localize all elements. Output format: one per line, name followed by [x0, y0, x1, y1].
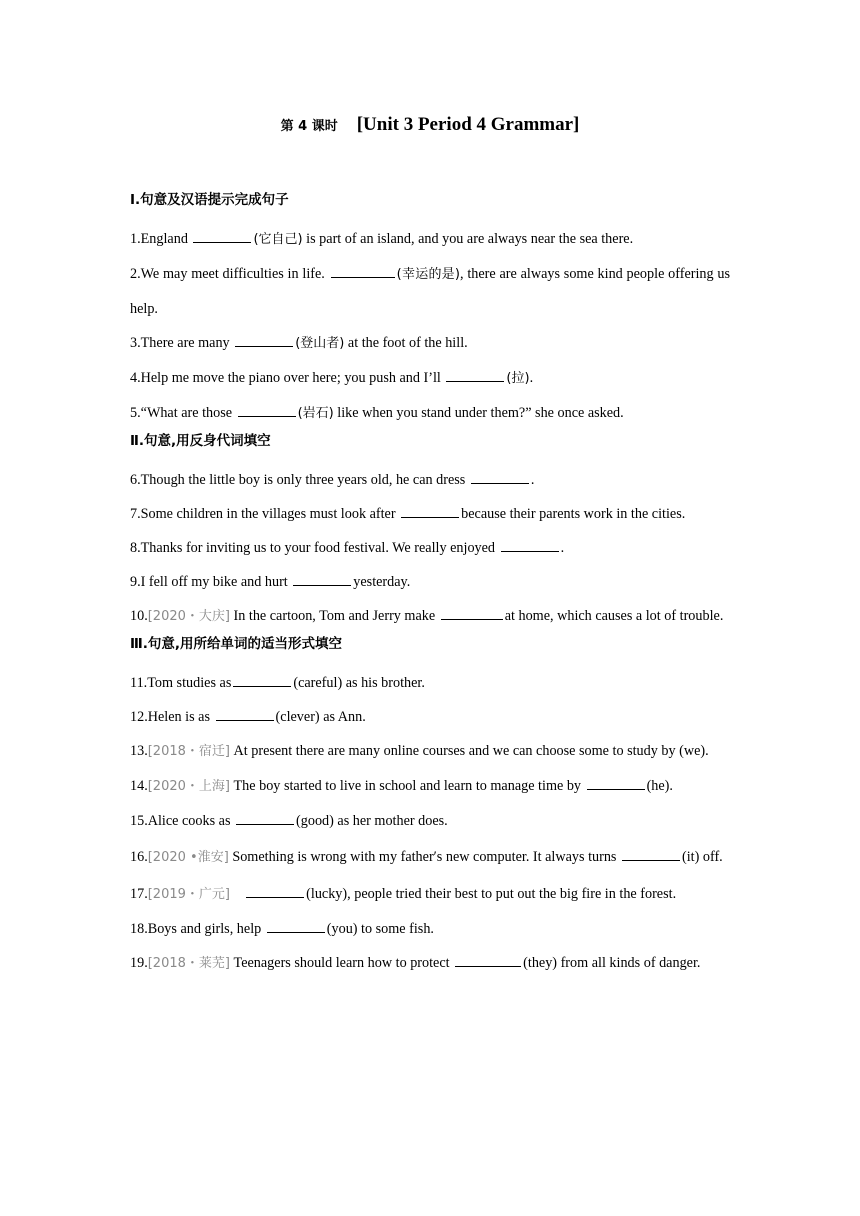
- source-tag: [2020 •淮安]: [147, 850, 229, 865]
- source-tag: [2019・广元]: [147, 887, 230, 902]
- answer-blank[interactable]: [193, 228, 251, 243]
- answer-blank[interactable]: [441, 605, 503, 620]
- answer-blank[interactable]: [471, 469, 529, 484]
- title-lesson: 第 4 课时: [280, 119, 338, 134]
- answer-blank[interactable]: [401, 503, 459, 518]
- title-unit: [Unit 3 Period 4 Grammar]: [356, 114, 580, 135]
- answer-blank[interactable]: [293, 571, 351, 586]
- page-title: [0, 114, 860, 136]
- answer-blank[interactable]: [235, 332, 293, 347]
- source-tag: [2020・大庆]: [147, 609, 230, 624]
- question-16: 16.[2020 •淮安] Something is wrong with my father′s new computer. It always turns (it) off.: [130, 838, 730, 877]
- question-3: 3.There are many (登山者) at the foot of the hill.: [130, 326, 730, 361]
- answer-blank[interactable]: [238, 402, 296, 417]
- source-tag: [2020・上海]: [147, 779, 230, 794]
- question-8: 8.Thanks for inviting us to your food festival. We really enjoyed .: [130, 531, 730, 565]
- question-10: 10.[2020・大庆] In the cartoon, Tom and Jerry make at home, which causes a lot of trouble.: [130, 599, 730, 634]
- question-2: 2.We may meet difficulties in life. (幸运的是), there are always some kind people offering us help.: [130, 257, 730, 326]
- question-14: 14.[2020・上海] The boy started to live in school and learn to manage time by (he).: [130, 769, 730, 804]
- exercise-content: [130, 188, 730, 981]
- answer-blank[interactable]: [246, 883, 304, 898]
- question-1: 1.England (它自己) is part of an island, and you are always near the sea there.: [130, 222, 730, 257]
- question-13: 13.[2018・宿迁] At present there are many online courses and we can choose some to study by (we).: [130, 743, 709, 759]
- question-19: 19.[2018・莱芜] Teenagers should learn how to protect (they) from all kinds of danger.: [130, 946, 730, 981]
- question-9: 9.I fell off my bike and hurt yesterday.: [130, 565, 730, 599]
- question-12: 12.Helen is as (clever) as Ann.: [130, 700, 730, 734]
- question-7: 7.Some children in the villages must look after because their parents work in the cities.: [130, 497, 730, 531]
- question-5: 5.“What are those (岩石) like when you stand under them?” she once asked.: [130, 396, 730, 431]
- answer-blank[interactable]: [446, 367, 504, 382]
- answer-blank[interactable]: [501, 537, 559, 552]
- question-4: 4.Help me move the piano over here; you push and I’ll (拉).: [130, 361, 730, 396]
- answer-blank[interactable]: [233, 672, 291, 687]
- source-tag: [2018・莱芜]: [147, 956, 230, 971]
- answer-blank[interactable]: [216, 706, 274, 721]
- answer-blank[interactable]: [267, 918, 325, 933]
- question-11: 11.Tom studies as (careful) as his brother.: [130, 666, 730, 700]
- question-17: 17.[2019・广元] (lucky), people tried their best to put out the big fire in the forest.: [130, 877, 730, 912]
- source-tag: [2018・宿迁]: [147, 744, 230, 759]
- answer-blank[interactable]: [236, 810, 294, 825]
- answer-blank[interactable]: [587, 775, 645, 790]
- answer-blank[interactable]: [622, 846, 680, 861]
- section-heading-1: Ⅰ.句意及汉语提示完成句子: [130, 192, 289, 208]
- question-18: 18.Boys and girls, help (you) to some fish.: [130, 912, 730, 946]
- question-15: 15.Alice cooks as (good) as her mother does.: [130, 804, 730, 838]
- section-heading-2: Ⅱ.句意,用反身代词填空: [130, 433, 271, 449]
- question-6: 6.Though the little boy is only three years old, he can dress .: [130, 463, 730, 497]
- section-heading-3: Ⅲ.句意,用所给单词的适当形式填空: [130, 636, 343, 652]
- answer-blank[interactable]: [455, 952, 521, 967]
- answer-blank[interactable]: [331, 263, 395, 278]
